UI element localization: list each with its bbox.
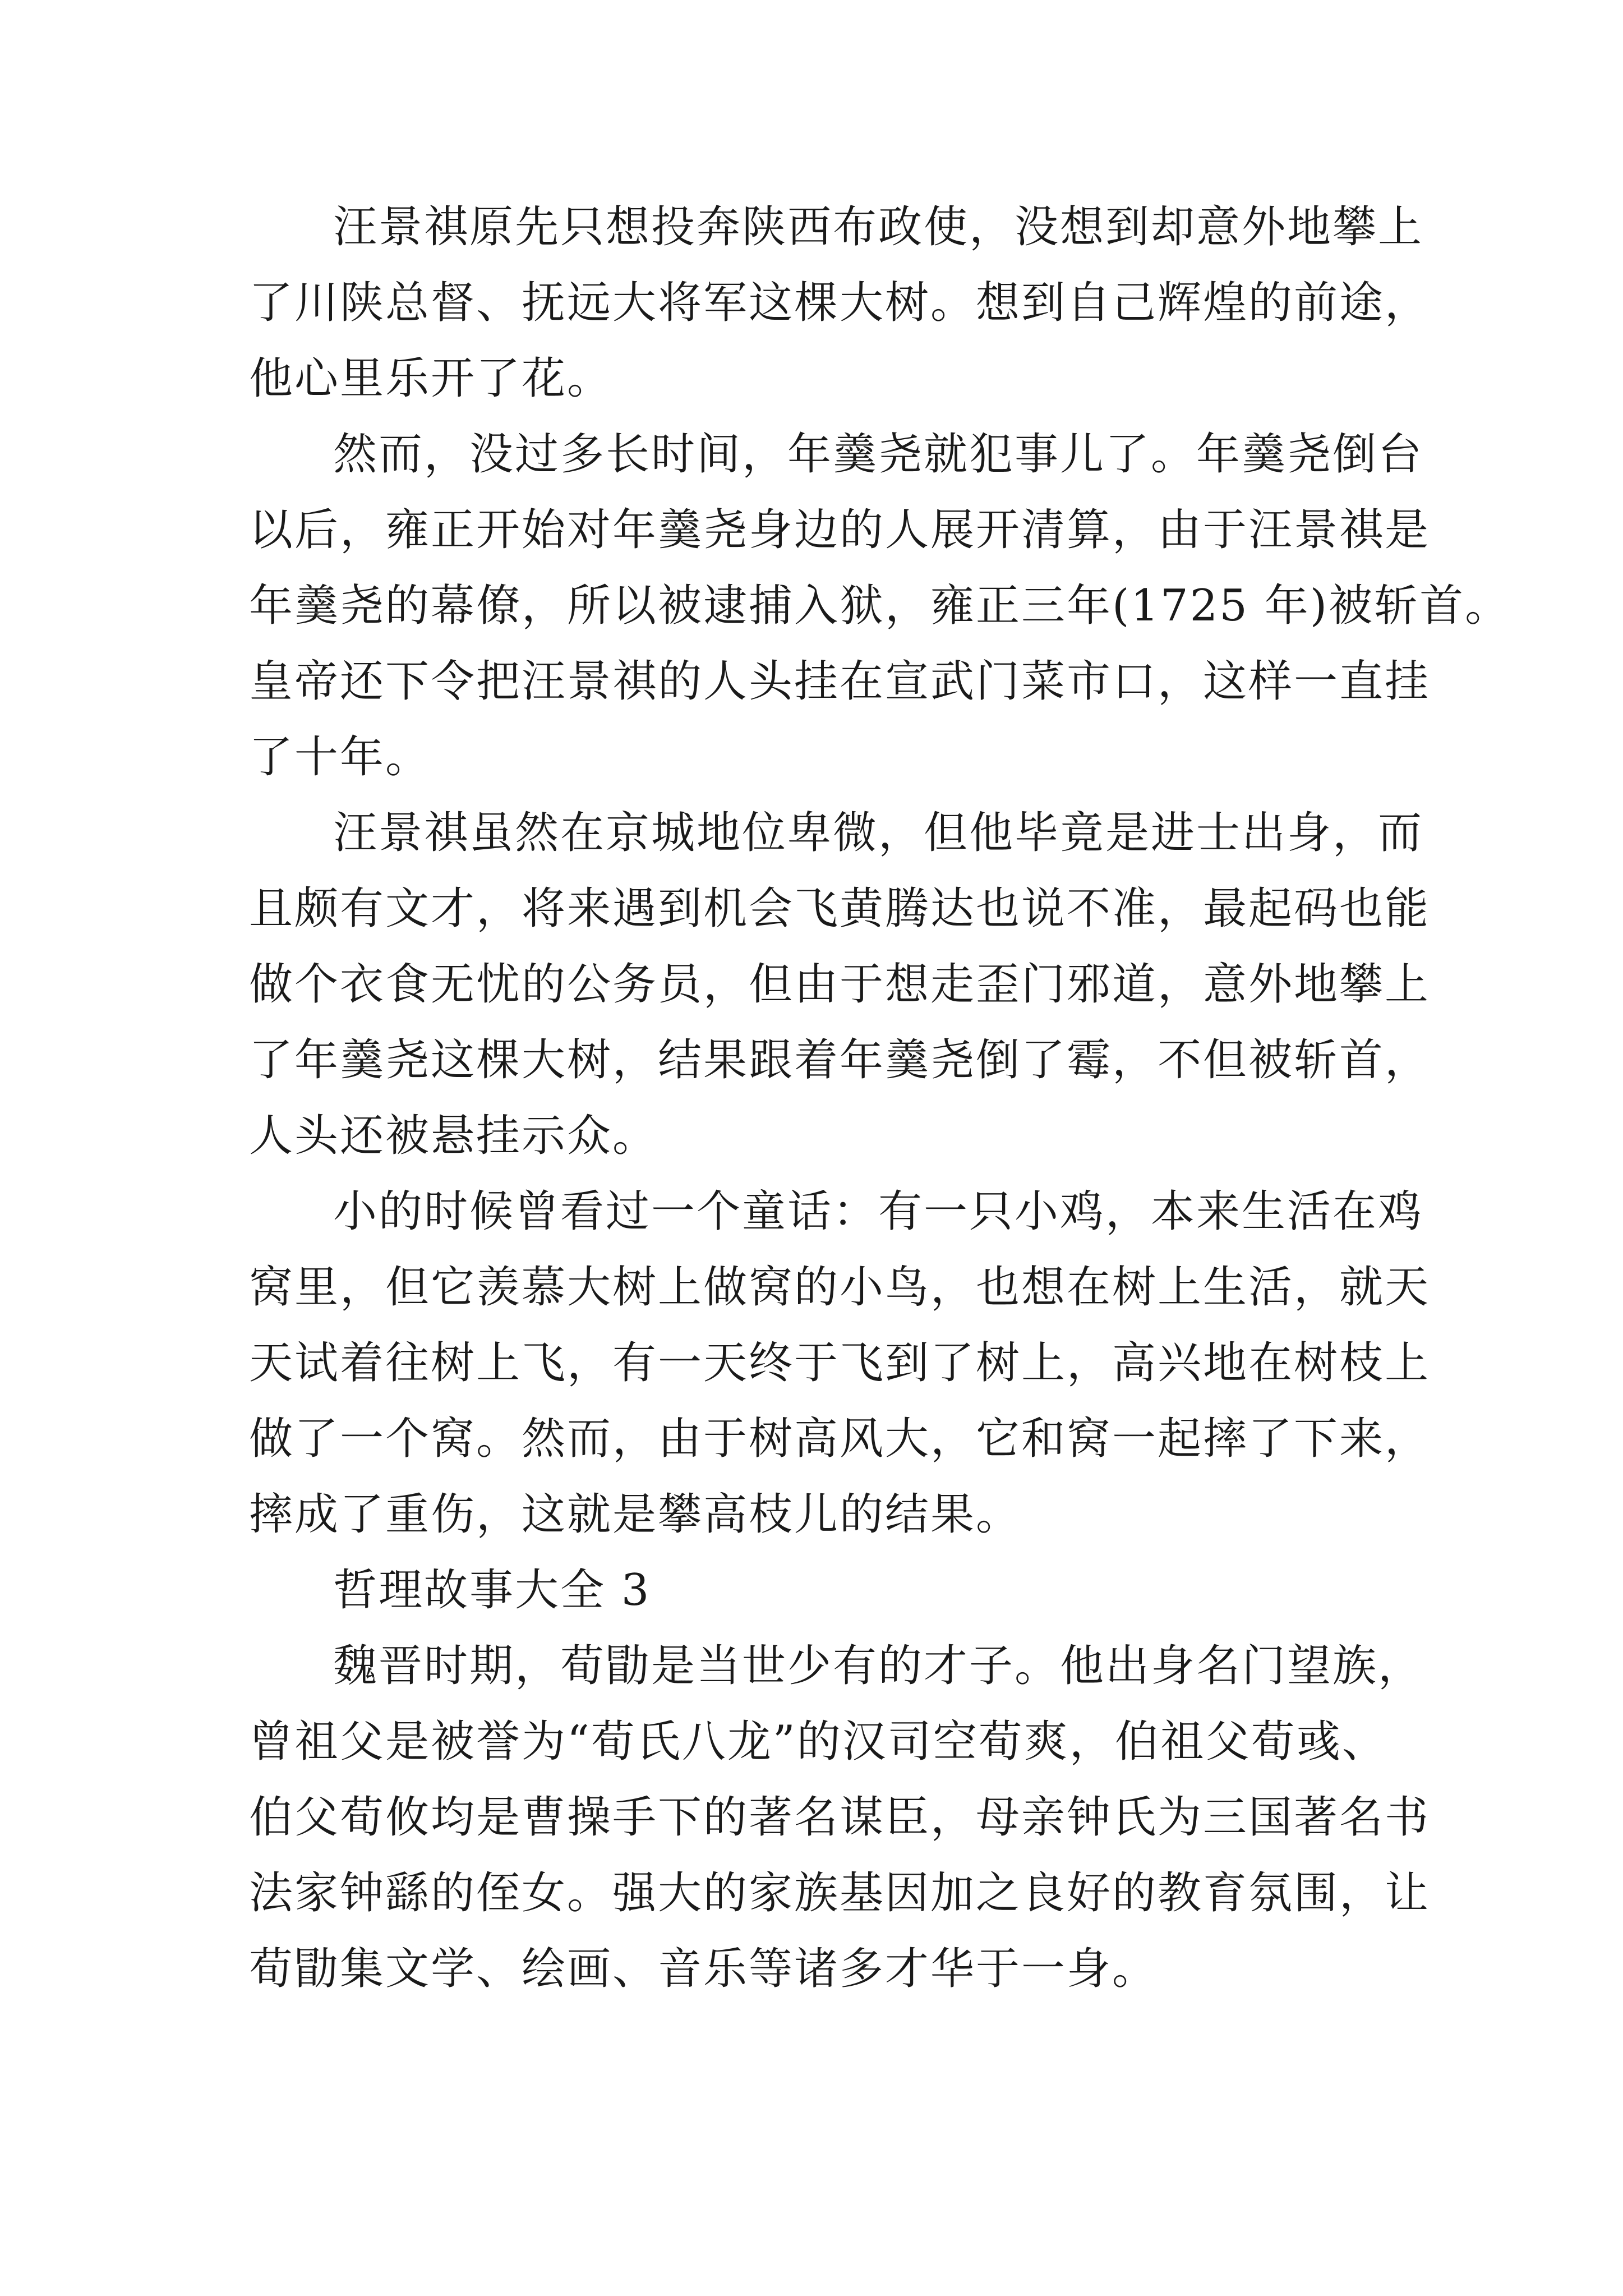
text-line: 汪景祺原先只想投奔陕西布政使，没想到却意外地攀上 <box>333 202 1424 252</box>
text-line: 然而，没过多长时间，年羹尧就犯事儿了。年羹尧倒台 <box>333 429 1424 480</box>
text-line: 做了一个窝。然而，由于树高风大，它和窝一起摔了下来， <box>249 1414 1431 1464</box>
text-line: 摔成了重伤，这就是攀高枝儿的结果。 <box>249 1489 1022 1540</box>
text-line: 皇帝还下令把汪景祺的人头挂在宣武门菜市口，这样一直挂 <box>249 656 1431 707</box>
text-line: 年羹尧的幕僚，所以被逮捕入狱，雍正三年(1725 年)被斩首。 <box>249 581 1511 631</box>
text-line: 以后，雍正开始对年羹尧身边的人展开清算，由于汪景祺是 <box>249 505 1431 555</box>
text-line: 人头还被悬挂示众。 <box>249 1111 658 1161</box>
text-line: 伯父荀攸均是曹操手下的著名谋臣，母亲钟氏为三国著名书 <box>249 1792 1431 1843</box>
text-line: 曾祖父是被誉为“荀氏八龙”的汉司空荀爽，伯祖父荀彧、 <box>249 1717 1387 1767</box>
section-heading: 哲理故事大全 3 <box>333 1565 651 1616</box>
text-line: 魏晋时期，荀勖是当世少有的才子。他出身名门望族， <box>333 1641 1424 1691</box>
text-line: 荀勖集文学、绘画、音乐等诸多才华于一身。 <box>249 1944 1158 1994</box>
text-line: 且颇有文才，将来遇到机会飞黄腾达也说不准，最起码也能 <box>249 884 1431 934</box>
text-line: 汪景祺虽然在京城地位卑微，但他毕竟是进士出身，而 <box>333 808 1424 858</box>
text-line: 他心里乐开了花。 <box>249 353 613 404</box>
text-line: 做个衣食无忧的公务员，但由于想走歪门邪道，意外地攀上 <box>249 959 1431 1010</box>
text-line: 法家钟繇的侄女。强大的家族基因加之良好的教育氛围，让 <box>249 1868 1431 1918</box>
text-line: 了年羹尧这棵大树，结果跟着年羹尧倒了霉，不但被斩首， <box>249 1035 1431 1085</box>
text-line: 了川陕总督、抚远大将军这棵大树。想到自己辉煌的前途， <box>249 278 1431 328</box>
text-line: 窝里，但它羡慕大树上做窝的小鸟，也想在树上生活，就天 <box>249 1262 1431 1313</box>
text-line: 了十年。 <box>249 732 431 783</box>
text-line: 小的时候曾看过一个童话：有一只小鸡，本来生活在鸡 <box>333 1186 1424 1237</box>
text-line: 天试着往树上飞，有一天终于飞到了树上，高兴地在树枝上 <box>249 1338 1431 1388</box>
